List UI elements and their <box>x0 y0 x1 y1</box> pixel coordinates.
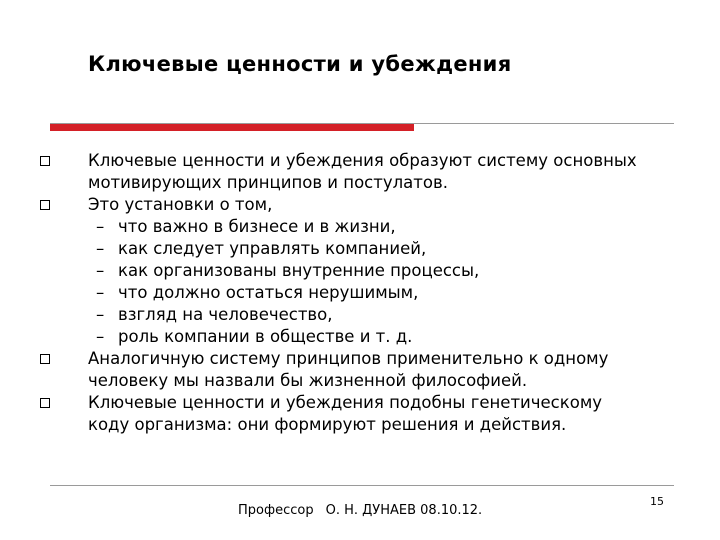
sub-item <box>40 326 690 348</box>
page-number: 15 <box>650 495 664 508</box>
hollow-square-bullet-icon <box>40 156 50 166</box>
bullet-text-line: Аналогичную систему принципов применительно к одному <box>88 349 609 368</box>
bullet-text-line: Ключевые ценности и убеждения образуют систему основных <box>88 151 637 170</box>
slide-title: Ключевые ценности и убеждения <box>88 52 512 76</box>
dash-marker: – <box>96 283 105 302</box>
sub-item <box>40 304 690 326</box>
hollow-square-bullet-icon <box>40 200 50 210</box>
footer <box>238 503 482 518</box>
footer-author-name: О. Н. ДУНАЕВ 08.10.12. <box>325 503 483 518</box>
sub-item-text: что важно в бизнесе и в жизни, <box>118 217 396 236</box>
sub-item-text: как организованы внутренние процессы, <box>118 261 480 280</box>
dash-marker: – <box>96 217 105 236</box>
hollow-square-bullet-icon <box>40 398 50 408</box>
dash-marker: – <box>96 261 105 280</box>
bullet-item-3 <box>40 348 690 392</box>
sub-item <box>40 216 690 238</box>
bullet-item-1 <box>40 150 690 194</box>
sub-item-text: что должно остаться нерушимым, <box>118 283 419 302</box>
dash-marker: – <box>96 239 105 258</box>
sub-item-text: как следует управлять компанией, <box>118 239 427 258</box>
sub-item <box>40 282 690 304</box>
footer-divider <box>50 485 674 486</box>
title-accent-bar <box>50 124 414 131</box>
sub-item <box>40 238 690 260</box>
bullet-text-line: Ключевые ценности и убеждения подобны генетическому <box>88 393 603 412</box>
hollow-square-bullet-icon <box>40 354 50 364</box>
sub-item-text: взгляд на человечество, <box>118 305 333 324</box>
dash-marker: – <box>96 327 105 346</box>
bullet-text-line: мотивирующих принципов и постулатов. <box>88 173 448 192</box>
footer-author-title: Профессор <box>238 503 314 518</box>
bullet-text-line: Это установки о том, <box>88 195 273 214</box>
dash-marker: – <box>96 305 105 324</box>
bullet-item-2 <box>40 194 690 216</box>
bullet-item-4 <box>40 392 690 436</box>
bullet-text-line: коду организма: они формируют решения и действия. <box>88 415 567 434</box>
bullet-text-line: человеку мы назвали бы жизненной философией. <box>88 371 528 390</box>
sub-item <box>40 260 690 282</box>
slide-content <box>40 150 690 436</box>
sub-item-text: роль компании в обществе и т. д. <box>118 327 413 346</box>
